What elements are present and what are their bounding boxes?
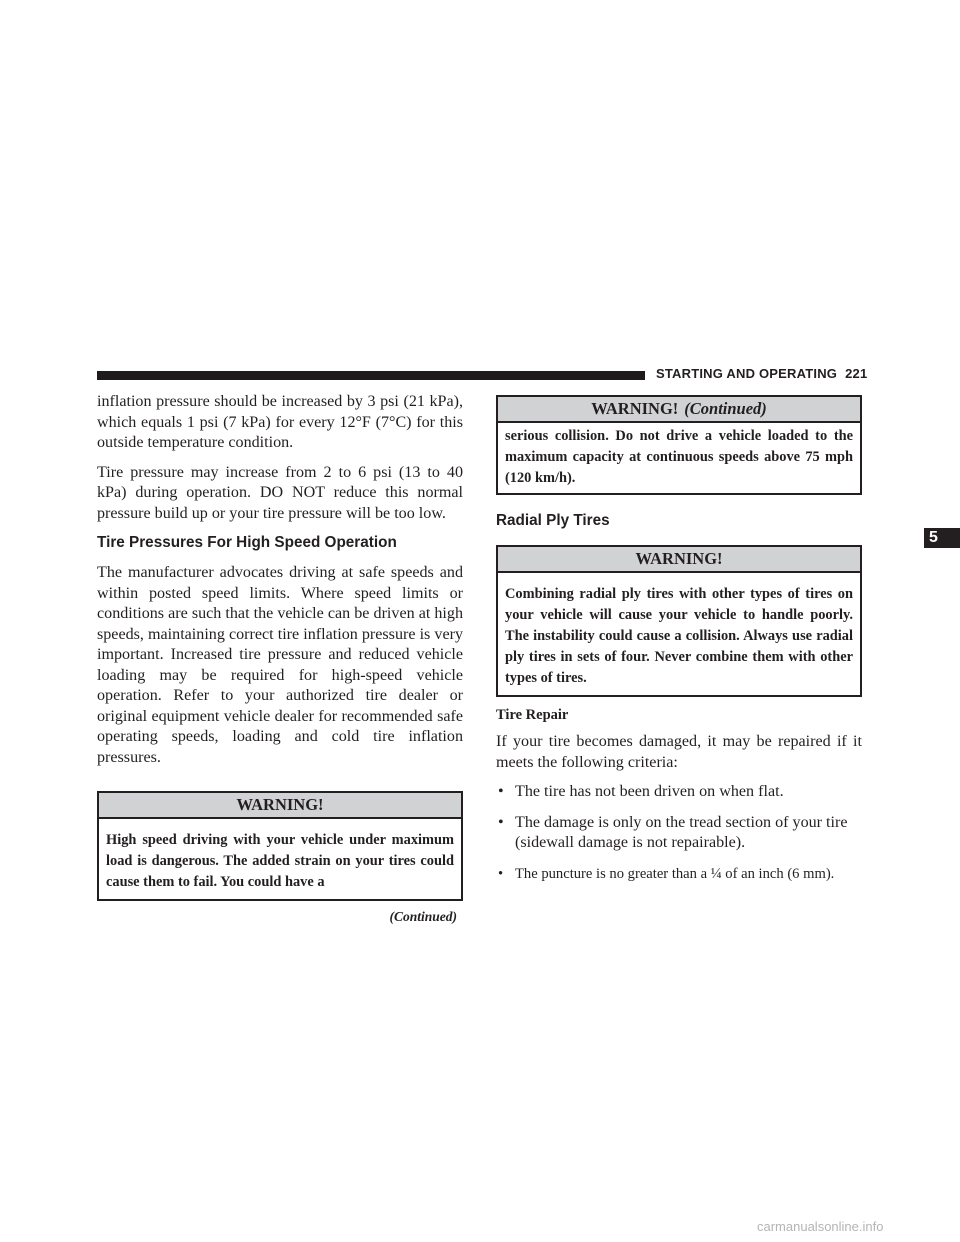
- running-header: [656, 366, 867, 381]
- header-rule: [97, 371, 645, 380]
- page-number: 221: [845, 366, 868, 381]
- paragraph-tire-repair: If your tire becomes damaged, it may be repaired if it meets the following criteria:: [496, 733, 862, 771]
- list-item: • The damage is only on the tread section of your tire (sidewall damage is not repairable).: [498, 813, 848, 851]
- continued-label: (Continued): [389, 909, 457, 924]
- left-column: [97, 392, 463, 925]
- warning-box-radial: [496, 545, 862, 697]
- paragraph-pressure-increase: Tire pressure may increase from 2 to 6 psi (13 to 40 kPa) during operation. DO NOT reduce this normal pressure build up or your tire pressure will be too low.: [97, 463, 463, 522]
- section-title: STARTING AND OPERATING: [656, 366, 838, 381]
- list-item: • The puncture is no greater than a ¼ of an inch (6 mm).: [498, 865, 835, 882]
- warning-continued-text: serious collision. Do not drive a vehicle loaded to the maximum capacity at continuous speeds above 75 mph (120 km/h).: [505, 428, 853, 486]
- heading-radial-ply: Radial Ply Tires: [496, 512, 610, 529]
- warning-continued-title: WARNING! (Continued): [498, 397, 860, 423]
- warning-title: WARNING!: [99, 793, 461, 819]
- subheading-tire-repair: Tire Repair: [496, 707, 569, 723]
- warning-text: High speed driving with your vehicle under maximum load is dangerous. The added strain on your tires could cause them to fail. You could have a: [106, 832, 454, 890]
- paragraph-inflation: inflation pressure should be increased by 3 psi (21 kPa), which equals 1 psi (7 kPa) for every 12°F (7°C) for this outside temperature condition.: [97, 393, 463, 451]
- heading-high-speed: Tire Pressures For High Speed Operation: [97, 534, 397, 551]
- right-column: [496, 392, 862, 894]
- paragraph-high-speed: The manufacturer advocates driving at safe speeds and within posted speed limits. Where speed limits or conditions are such that the vehicle can be driven at high speeds, maintaining correct tire inflation pressure is very important. Increased tire pressure and reduced vehicle loading may be required for high-speed vehicle operation. Refer to your authorized tire dealer or original equipment vehicle dealer for recommended safe operating speeds, loading and cold tire inflation pressures.: [97, 564, 463, 766]
- watermark: carmanualsonline.info: [757, 1219, 884, 1234]
- warning-radial-title: WARNING!: [498, 547, 860, 573]
- warning-radial-text: Combining radial ply tires with other types of tires on your vehicle will cause your vehicle to handle poorly. The instability could cause a collision. Always use radial ply tires in sets of four. Never combine them with other types of tires.: [505, 586, 853, 686]
- repair-criteria-list: [496, 782, 862, 884]
- warning-box-high-speed: [97, 791, 463, 901]
- list-item: • The tire has not been driven on when flat.: [498, 783, 784, 800]
- chapter-tab: 5: [924, 528, 960, 548]
- warning-box-continued: [496, 395, 862, 495]
